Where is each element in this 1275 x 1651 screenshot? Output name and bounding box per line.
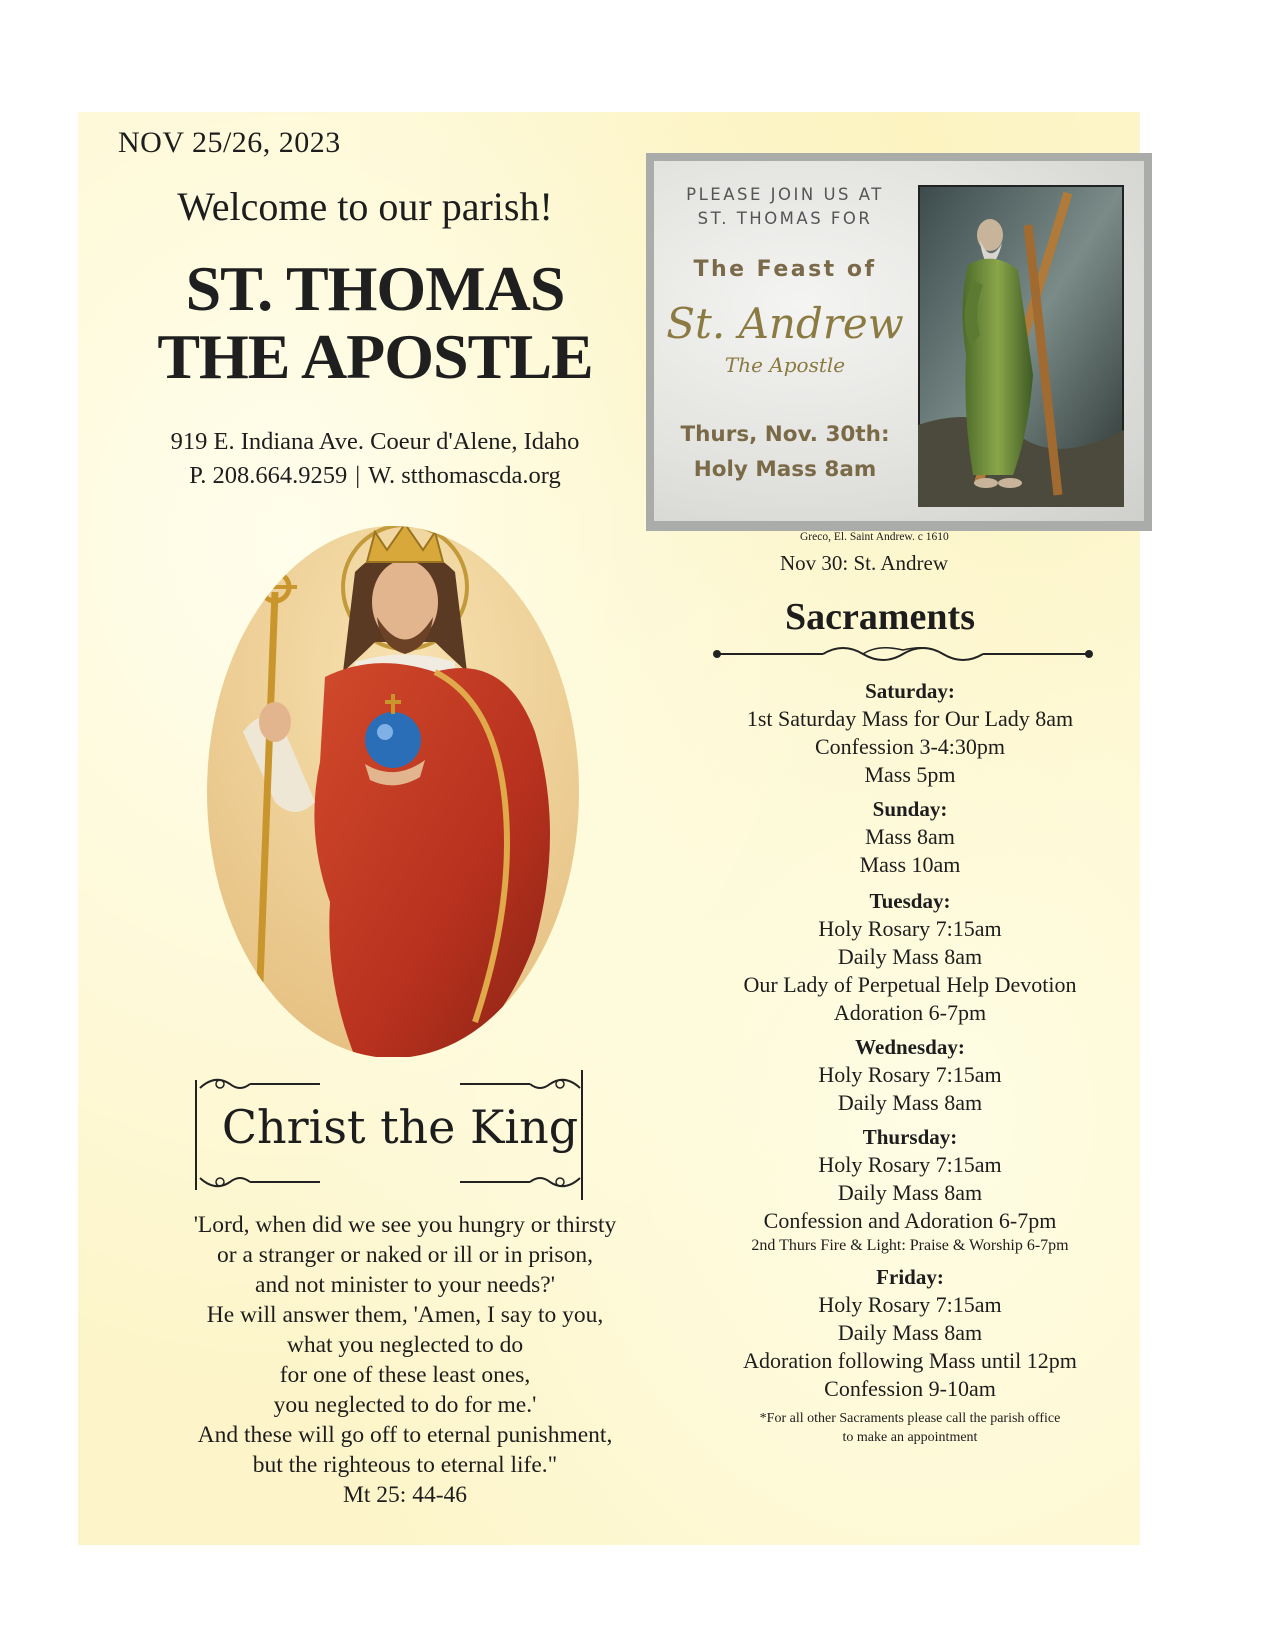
schedule-item: Mass 8am — [865, 824, 955, 849]
sacraments-schedule — [700, 677, 1120, 1447]
quote-citation: Mt 25: 44-46 — [342, 1482, 468, 1508]
feast-invitation-line1: PLEASE JOIN US AT — [686, 185, 884, 204]
parish-website[interactable]: W. stthomascda.org — [368, 462, 561, 489]
note-line1: *For all other Sacraments please call the parish office — [759, 1411, 1061, 1426]
saint-andrew-painting — [918, 185, 1124, 507]
feast-date: Thurs, Nov. 30th: — [680, 422, 890, 447]
quote-line: 'Lord, when did we see you hungry or thirsty — [193, 1212, 617, 1238]
bulletin-date: NOV 25/26, 2023 — [118, 126, 341, 159]
quote-line: or a stranger or naked or ill or in prison, — [217, 1242, 593, 1268]
feast-announcement-panel — [654, 161, 1144, 521]
schedule-item: Holy Rosary 7:15am — [818, 1152, 1002, 1177]
feast-day-title: Christ the King — [221, 1100, 579, 1154]
contact-separator: | — [355, 462, 361, 489]
note-line2: to make an appointment — [842, 1430, 978, 1445]
schedule-item: Holy Rosary 7:15am — [818, 1062, 1002, 1087]
schedule-saturday — [700, 677, 1120, 789]
feast-schedule — [654, 417, 916, 487]
quote-line: and not minister to your needs?' — [255, 1272, 555, 1298]
schedule-item: Mass 10am — [859, 852, 961, 877]
feast-saint-subtitle: The Apostle — [724, 353, 846, 377]
feast-invitation — [654, 183, 916, 231]
scripture-quote — [125, 1210, 685, 1510]
day-label: Wednesday: — [855, 1035, 965, 1059]
quote-line: He will answer them, 'Amen, I say to you, — [206, 1302, 604, 1328]
christ-the-king-image — [205, 502, 605, 1057]
quote-line: for one of these least ones, — [279, 1362, 531, 1388]
schedule-item: Adoration 6-7pm — [833, 1000, 987, 1025]
feast-of-label: The Feast of — [693, 257, 877, 282]
feast-saint-name: St. Andrew — [666, 299, 904, 348]
day-label: Saturday: — [865, 679, 955, 703]
feast-announcement-box — [646, 153, 1152, 531]
schedule-item: Daily Mass 8am — [837, 944, 983, 969]
parish-name-line1: ST. THOMAS — [185, 253, 565, 324]
parish-contact — [120, 425, 630, 493]
parish-phone: P. 208.664.9259 — [189, 462, 348, 489]
parish-name — [125, 255, 625, 391]
schedule-item: Confession and Adoration 6-7pm — [763, 1208, 1057, 1233]
schedule-wednesday — [700, 1033, 1120, 1117]
feast-caption: Nov 30: St. Andrew — [780, 551, 948, 575]
schedule-friday — [700, 1263, 1120, 1403]
ornamental-divider — [713, 640, 1093, 668]
schedule-item: Confession 9-10am — [824, 1376, 996, 1401]
day-label: Thursday: — [862, 1125, 958, 1149]
schedule-item: Daily Mass 8am — [837, 1180, 983, 1205]
schedule-item-small: 2nd Thurs Fire & Light: Praise & Worship 6-7pm — [751, 1237, 1069, 1254]
schedule-item: Daily Mass 8am — [837, 1090, 983, 1115]
schedule-item: Confession 3-4:30pm — [814, 734, 1006, 759]
schedule-item: Mass 5pm — [864, 762, 956, 787]
parish-phone-web — [120, 459, 630, 493]
quote-line: And these will go off to eternal punishment, — [197, 1422, 613, 1448]
quote-line: but the righteous to eternal life." — [252, 1452, 558, 1478]
schedule-item: Holy Rosary 7:15am — [818, 1292, 1002, 1317]
schedule-item: Daily Mass 8am — [837, 1320, 983, 1345]
schedule-thursday — [700, 1123, 1120, 1257]
day-label: Friday: — [876, 1265, 944, 1289]
day-label: Tuesday: — [869, 889, 951, 913]
schedule-item: Our Lady of Perpetual Help Devotion — [743, 972, 1077, 997]
painting-credit: Greco, El. Saint Andrew. c 1610 — [800, 531, 949, 543]
parish-address: 919 E. Indiana Ave. Coeur d'Alene, Idaho — [170, 428, 580, 455]
schedule-item: 1st Saturday Mass for Our Lady 8am — [746, 706, 1074, 731]
schedule-item: Adoration following Mass until 12pm — [743, 1348, 1077, 1373]
quote-line: you neglected to do for me.' — [273, 1392, 537, 1418]
parish-name-line2: THE APOSTLE — [157, 321, 593, 392]
sacraments-heading: Sacraments — [785, 596, 975, 638]
feast-invitation-line2: ST. THOMAS FOR — [697, 209, 873, 228]
day-label: Sunday: — [872, 797, 948, 821]
feast-mass-time: Holy Mass 8am — [693, 457, 877, 482]
schedule-sunday — [700, 795, 1120, 879]
schedule-tuesday — [700, 887, 1120, 1027]
sacraments-note — [700, 1409, 1120, 1447]
welcome-heading: Welcome to our parish! — [177, 184, 553, 229]
quote-line: what you neglected to do — [286, 1332, 524, 1358]
schedule-item: Holy Rosary 7:15am — [818, 916, 1002, 941]
